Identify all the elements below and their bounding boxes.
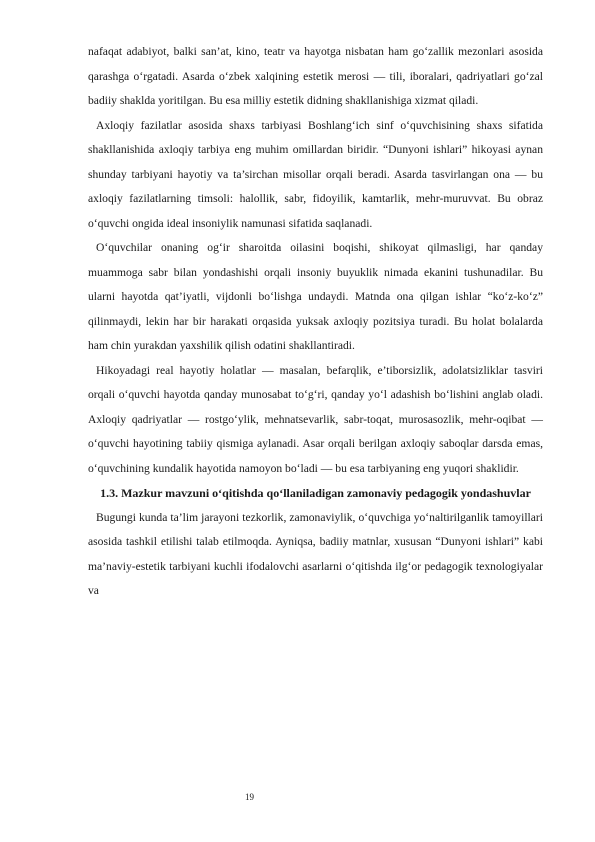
section-heading: 1.3. Mazkur mavzuni o‘qitishda qo‘llaniladigan zamonaviy pedagogik yondashuvlar: [100, 486, 531, 500]
paragraph-real-life-situations: Hikoyadagi real hayotiy holatlar — masalan, befarqlik, e’tiborsizlik, adolatsizliklar tasviri orqali o‘quvchi hayotda qanday munosabat to‘g‘ri, qanday yo‘l adashish bo‘lishini anglab oladi. Axloqiy qadriyatlar — rostgo‘ylik, mehnatsevarlik, sabr-toqat, murosasozlik, mehr-oqibat — o‘quvchi hayotining tabiiy qismiga aylanadi. Asar orqali berilgan axloqiy saboqlar darsda emas, o‘quvchining kundalik hayotida namoyon bo‘ladi — bu esa tarbiyaning eng yuqori shaklidir.: [88, 363, 543, 475]
document-page: [88, 40, 543, 604]
paragraph-aesthetic-heritage: nafaqat adabiyot, balki san’at, kino, teatr va hayotga nisbatan ham go‘zallik mezonlari asosida qarashga o‘rgatadi. Asarda o‘zbek xalqining estetik merosi — tili, iboralari, qadriyatlari go‘zal badiiy shaklda yoritilgan. Bu esa milliy estetik didning shakllanishiga xizmat qiladi.: [88, 45, 543, 107]
paragraph-moral-qualities: Axloqiy fazilatlar asosida shaxs tarbiyasi Boshlang‘ich sinf o‘quvchisining shaxs sifatida shakllanishida axloqiy tarbiya eng muhim omillardan biridir. “Dunyoni ishlari” hikoyasi aynan shunday tarbiyani hayotiy va ta’sirchan misollar orqali beradi. Asarda tasvirlangan ona — bu axloqiy fazilatlarning timsoli: halollik, sabr, fidoyilik, kamtarlik, mehr-muruvvat. Bu obraz o‘quvchi ongida ideal insoniylik namunasi sifatida saqlanadi.: [88, 118, 543, 230]
paragraph-mother-example: O‘quvchilar onaning og‘ir sharoitda oilasini boqishi, shikoyat qilmasligi, har qanday muammoga sabr bilan yondashishi orqali insoniy buyuklik nimada ekanini tushunadilar. Bu ularni hayotda qat’iyatli, vijdonli bo‘lishga undaydi. Matnda ona qilgan ishlar “ko‘z-ko‘z” qilinmaydi, lekin har bir harakati orqasida yuksak axloqiy pozitsiya turadi. Bu holat bolalarda ham chin yurakdan yaxshilik qilish odatini shakllantiradi.: [88, 241, 543, 352]
paragraph-modern-approaches: Bugungi kunda ta’lim jarayoni tezkorlik, zamonaviylik, o‘quvchiga yo‘naltirilganlik tamoyillari asosida tashkil etilishi talab etilmoqda. Ayniqsa, badiiy matnlar, xususan “Dunyoni ishlari” kabi ma’naviy-estetik tarbiyani kuchli ifodalovchi asarlarni o‘qitishda ilg‘or pedagogik texnologiyalar va: [88, 510, 543, 597]
page-number: 19: [245, 792, 254, 802]
